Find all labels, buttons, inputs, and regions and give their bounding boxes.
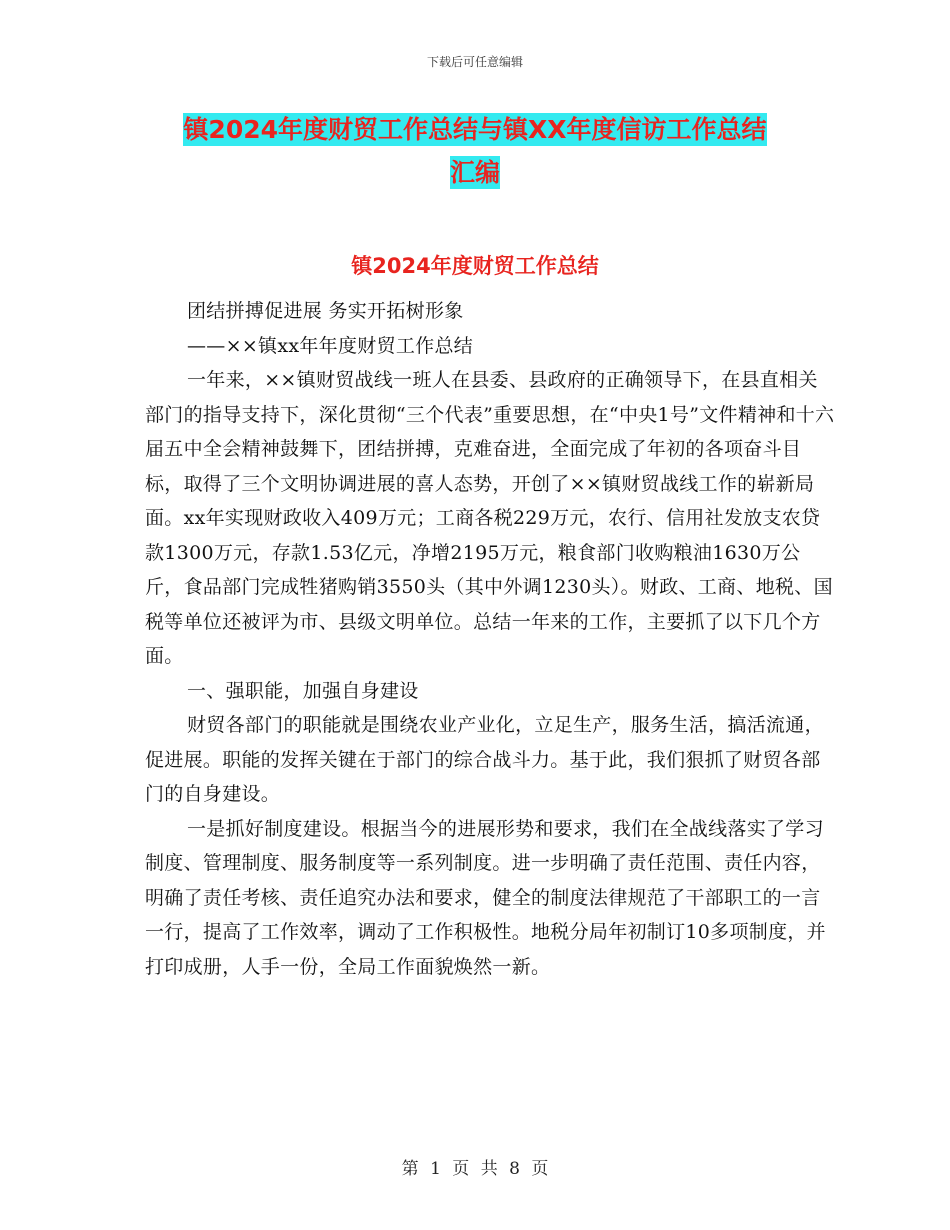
section-title: 镇2024年度财贸工作总结 (351, 254, 599, 278)
paragraph-functions: 财贸各部门的职能就是围绕农业产业化，立足生产，服务生活，搞活流通，促进展。职能的发挥关键在于部门的综合战斗力。基于此，我们狠抓了财贸各部门的自身建设。 (145, 714, 824, 805)
document-body (145, 294, 835, 984)
document-title-line-2 (0, 156, 950, 190)
document-title-line-1 (0, 113, 950, 147)
subtitle-slogan: 团结拼搏促进展 务实开拓树形象 (187, 300, 464, 322)
paragraph-system-building: 一是抓好制度建设。根据当今的进展形势和要求，我们在全战线落实了学习制度、管理制度、服务制度等一系列制度。进一步明确了责任范围、责任内容，明确了责任考核、责任追究办法和要求，健全的制度法律规范了干部职工的一言一行，提高了工作效率，调动了工作积极性。地税分局年初制订10多项制度，并打印成册，人手一份，全局工作面貌焕然一新。 (145, 817, 826, 978)
paragraph-overview: 一年来，××镇财贸战线一班人在县委、县政府的正确领导下，在县直相关部门的指导支持下，深化贯彻“三个代表”重要思想，在“中央1号”文件精神和十六届五中全会精神鼓舞下，团结拼搏，克难奋进，全面完成了年初的各项奋斗目标，取得了三个文明协调进展的喜人态势，开创了××镇财贸战线工作的崭新局面。xx年实现财政收入409万元；工商各税229万元，农行、信用社发放支农贷款1300万元，存款1.53亿元，净增2195万元，粮食部门收购粮油1630万公斤，食品部门完成牲猪购销3550头（其中外调1230头）。财政、工商、地税、国税等单位还被评为市、县级文明单位。总结一年来的工作，主要抓了以下几个方面。 (145, 369, 835, 667)
document-title-text-2: 汇编 (449, 158, 500, 187)
document-title-text-1: 镇2024年度财贸工作总结与镇XX年度信访工作总结 (183, 115, 767, 144)
subtitle-summary: ——××镇xx年年度财贸工作总结 (187, 334, 474, 357)
header-note: 下载后可任意编辑 (426, 55, 523, 69)
heading-section-1: 一、强职能，加强自身建设 (187, 679, 419, 702)
page-number: 第 1 页 共 8 页 (401, 1159, 549, 1179)
